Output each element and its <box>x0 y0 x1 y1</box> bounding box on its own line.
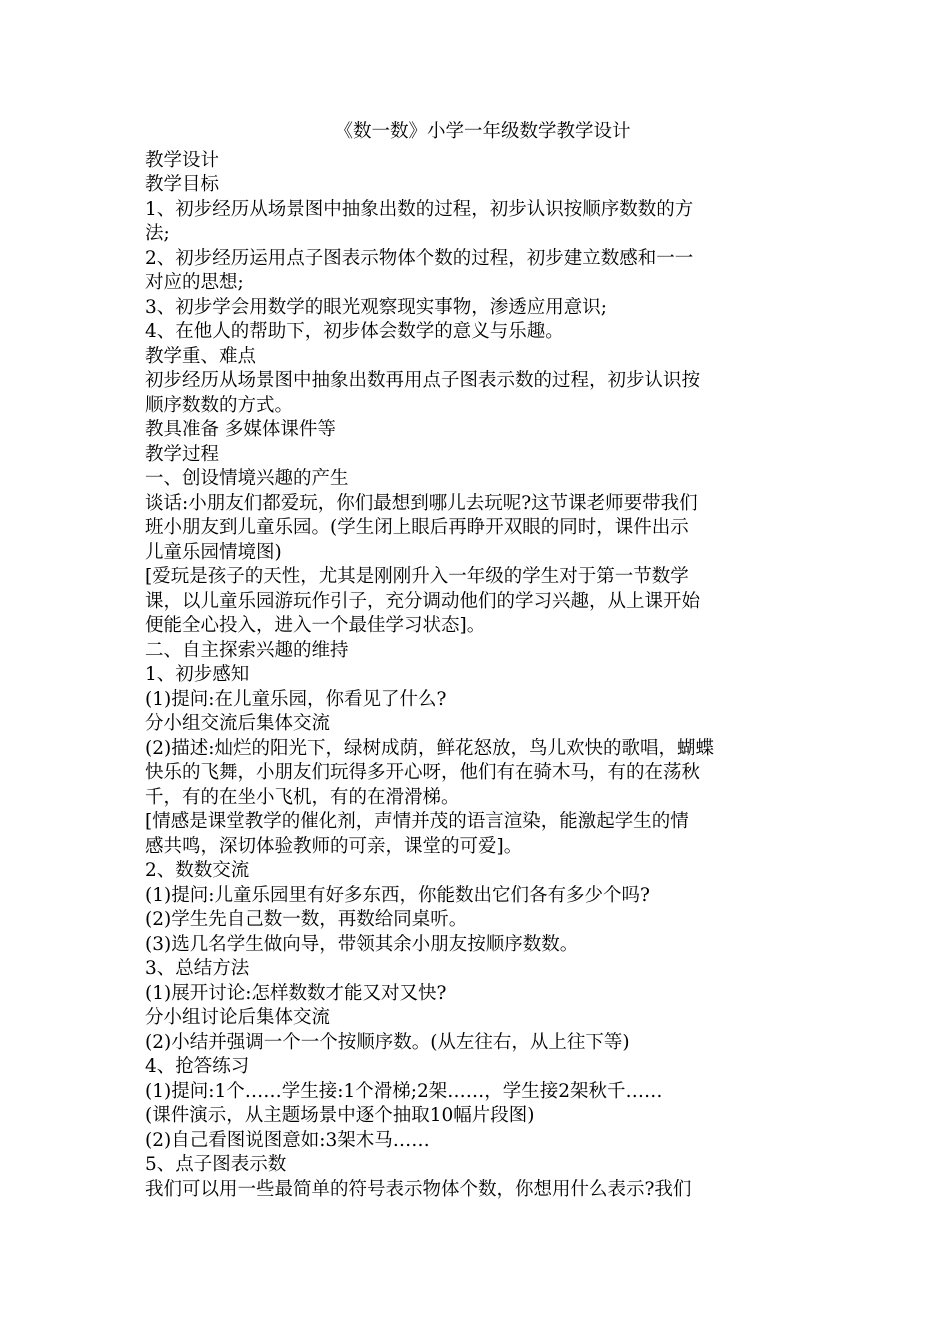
text-line: 我们可以用一些最简单的符号表示物体个数，你想用什么表示?我们 <box>145 1178 692 1200</box>
text-line: (2)小结并强调一个一个按顺序数。(从左往右，从上往下等) <box>145 1031 630 1053</box>
document-title: 《数一数》小学一年级数学教学设计 <box>334 121 631 142</box>
text-line: 快乐的飞舞，小朋友们玩得多开心呀，他们有在骑木马，有的在荡秋 <box>145 762 701 783</box>
text-line: 分小组交流后集体交流 <box>145 713 331 734</box>
text-line: (1)提问:1个……学生接:1个滑梯;2架……，学生接2架秋千…… <box>145 1080 663 1102</box>
text-line: 谈话:小朋友们都爱玩，你们最想到哪儿去玩呢?这节课老师要带我们 <box>145 492 698 514</box>
text-line: 课，以儿童乐园游玩作引子，充分调动他们的学习兴趣，从上课开始 <box>145 590 701 612</box>
text-line: (1)提问:儿童乐园里有好多东西，你能数出它们各有多少个吗? <box>145 884 650 906</box>
text-line: 5、点子图表示数 <box>145 1154 287 1175</box>
text-line: 教学设计 <box>145 149 220 171</box>
text-line: 4、在他人的帮助下，初步体会数学的意义与乐趣。 <box>145 321 564 342</box>
text-line: 顺序数数的方式。 <box>145 394 294 416</box>
text-line: 感共鸣，深切体验教师的可亲，课堂的可爱]。 <box>145 835 523 857</box>
text-line: 二、自主探索兴趣的维持 <box>145 639 349 661</box>
text-line: (课件演示，从主题场景中逐个抽取10幅片段图) <box>145 1105 535 1126</box>
text-line: (1)提问:在儿童乐园，你看见了什么? <box>145 688 447 710</box>
text-line: (2)描述:灿烂的阳光下，绿树成荫，鲜花怒放，鸟儿欢快的歌唱，蝴蝶 <box>145 737 714 759</box>
text-line: 教具准备 多媒体课件等 <box>145 419 336 440</box>
text-line: (2)学生先自己数一数，再数给同桌听。 <box>145 909 468 930</box>
text-line: 千，有的在坐小飞机，有的在滑滑梯。 <box>145 786 460 808</box>
document-page <box>145 120 810 1202</box>
text-line: 1、初步经历从场景图中抽象出数的过程，初步认识按顺序数数的方 <box>145 198 694 220</box>
text-line: 初步经历从场景图中抽象出数再用点子图表示数的过程，初步认识按 <box>145 370 701 391</box>
text-line: 2、初步经历运用点子图表示物体个数的过程，初步建立数感和一一 <box>145 247 694 269</box>
text-line: 2、数数交流 <box>145 860 250 881</box>
text-line: 分小组讨论后集体交流 <box>145 1007 331 1028</box>
text-line: (1)展开讨论:怎样数数才能又对又快? <box>145 982 447 1004</box>
text-line: [情感是课堂教学的催化剂，声情并茂的语言渲染，能激起学生的情 <box>145 811 689 832</box>
text-line: (2)自己看图说图意如:3架木马…… <box>145 1129 430 1151</box>
text-line: 法; <box>145 223 170 244</box>
text-line: 4、抢答练习 <box>145 1056 250 1077</box>
text-line: 教学目标 <box>145 174 220 195</box>
text-line: (3)选几名学生做向导，带领其余小朋友按顺序数数。 <box>145 933 579 955</box>
text-line: [爱玩是孩子的天性，尤其是刚刚升入一年级的学生对于第一节数学 <box>145 566 689 587</box>
text-line: 3、初步学会用数学的眼光观察现实事物，渗透应用意识; <box>145 296 608 318</box>
text-line: 儿童乐园情境图) <box>145 541 282 563</box>
text-line: 1、初步感知 <box>145 664 250 685</box>
text-line: 教学重、难点 <box>145 345 257 367</box>
document-body <box>145 149 810 1203</box>
text-line: 3、总结方法 <box>145 958 250 979</box>
text-line: 对应的思想; <box>145 272 244 293</box>
text-line: 教学过程 <box>145 443 220 465</box>
text-line: 一、创设情境兴趣的产生 <box>145 468 349 489</box>
text-line: 便能全心投入，进入一个最佳学习状态]。 <box>145 615 486 636</box>
text-line: 班小朋友到儿童乐园。(学生闭上眼后再睁开双眼的同时，课件出示 <box>145 517 689 538</box>
